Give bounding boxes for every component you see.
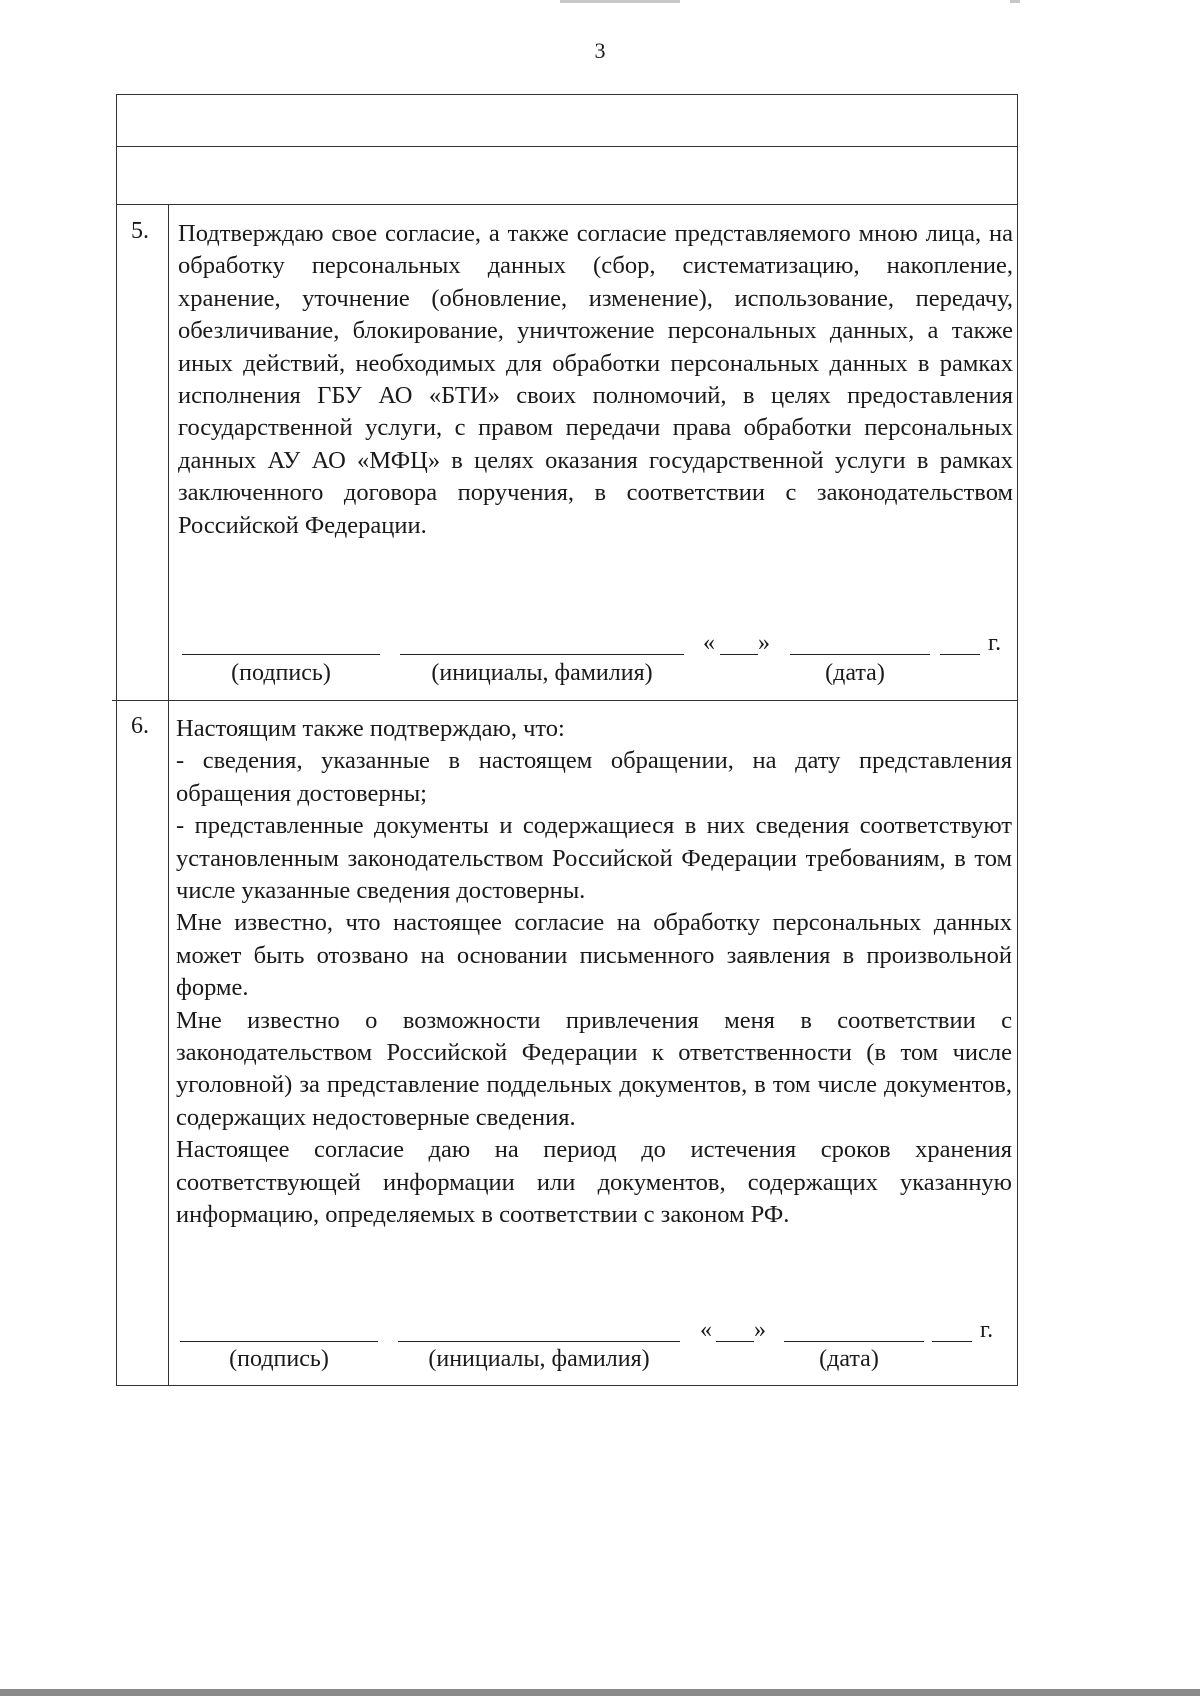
number-column-divider [168, 204, 169, 1386]
name-line[interactable] [398, 1341, 680, 1342]
scan-artifact [560, 0, 680, 3]
paragraph: Настоящее согласие даю на период до истечения сроков хранения соответствующей информации или документов, содержащих указанную информацию, определяемых в соответствии с законом РФ. [176, 1136, 1012, 1229]
signature-line[interactable] [182, 654, 380, 655]
confirmation-text [176, 713, 1012, 1232]
date-quote-open: « [700, 1317, 712, 1343]
empty-row-divider [116, 204, 1018, 205]
item-number: 5. [131, 218, 149, 244]
date-caption: (дата) [825, 660, 885, 686]
date-caption: (дата) [819, 1346, 879, 1372]
paragraph: - сведения, указанные в настоящем обращении, на дату представления обращения достоверны; [176, 747, 1012, 807]
name-caption: (инициалы, фамилия) [428, 1346, 650, 1372]
name-caption: (инициалы, фамилия) [431, 660, 653, 686]
year-suffix: г. [980, 1317, 994, 1343]
date-day-line[interactable] [720, 654, 758, 655]
consent-text [178, 218, 1013, 542]
paragraph: Мне известно, что настоящее согласие на обработку персональных данных может быть отозвано на основании письменного заявления в произвольной форме. [176, 909, 1012, 1002]
date-month-line[interactable] [790, 654, 930, 655]
signature-line[interactable] [180, 1341, 378, 1342]
date-quote-close: » [758, 630, 770, 656]
paragraph: - представленные документы и содержащиеся в них сведения соответствуют установленным законодательством Российской Федерации требованиям, в том числе указанные сведения достоверны. [176, 812, 1012, 905]
date-quote-open: « [703, 630, 715, 656]
scan-artifact [1010, 0, 1020, 3]
row-divider [112, 700, 1018, 701]
date-day-line[interactable] [716, 1341, 754, 1342]
date-month-line[interactable] [784, 1341, 924, 1342]
item-number: 6. [131, 713, 149, 739]
year-suffix: г. [988, 630, 1002, 656]
paragraph: Мне известно о возможности привлечения меня в соответствии с законодательством Российской Федерации к ответственности (в том числе уголовной) за представление поддельных документов, в том числе документов, содержащих недостоверные сведения. [176, 1006, 1012, 1131]
name-line[interactable] [400, 654, 684, 655]
date-year-line[interactable] [940, 654, 980, 655]
page-number: 3 [594, 38, 606, 63]
date-year-line[interactable] [932, 1341, 972, 1342]
date-quote-close: » [754, 1317, 766, 1343]
empty-row-divider [116, 146, 1018, 147]
sign-caption: (подпись) [229, 1346, 329, 1372]
paragraph: Подтверждаю свое согласие, а также согласие представляемого мною лица, на обработку персональных данных (сбор, систематизацию, накопление, хранение, уточнение (обновление, изменение), использование, передачу, обезличивание, блокирование, уничтожение персональных данных, а также иных действий, необходимых для обработки персональных данных в рамках исполнения ГБУ АО «БТИ» своих полномочий, в целях предоставления государственной услуги, с правом передачи права обработки персональных данных АУ АО «МФЦ» в целях оказания государственной услуги в рамках заключенного договора поручения, в соответствии с законодательством Российской Федерации. [178, 220, 1013, 539]
scan-bottom-edge [0, 1689, 1200, 1696]
sign-caption: (подпись) [231, 660, 331, 686]
paragraph: Настоящим также подтверждаю, что: [176, 715, 565, 742]
